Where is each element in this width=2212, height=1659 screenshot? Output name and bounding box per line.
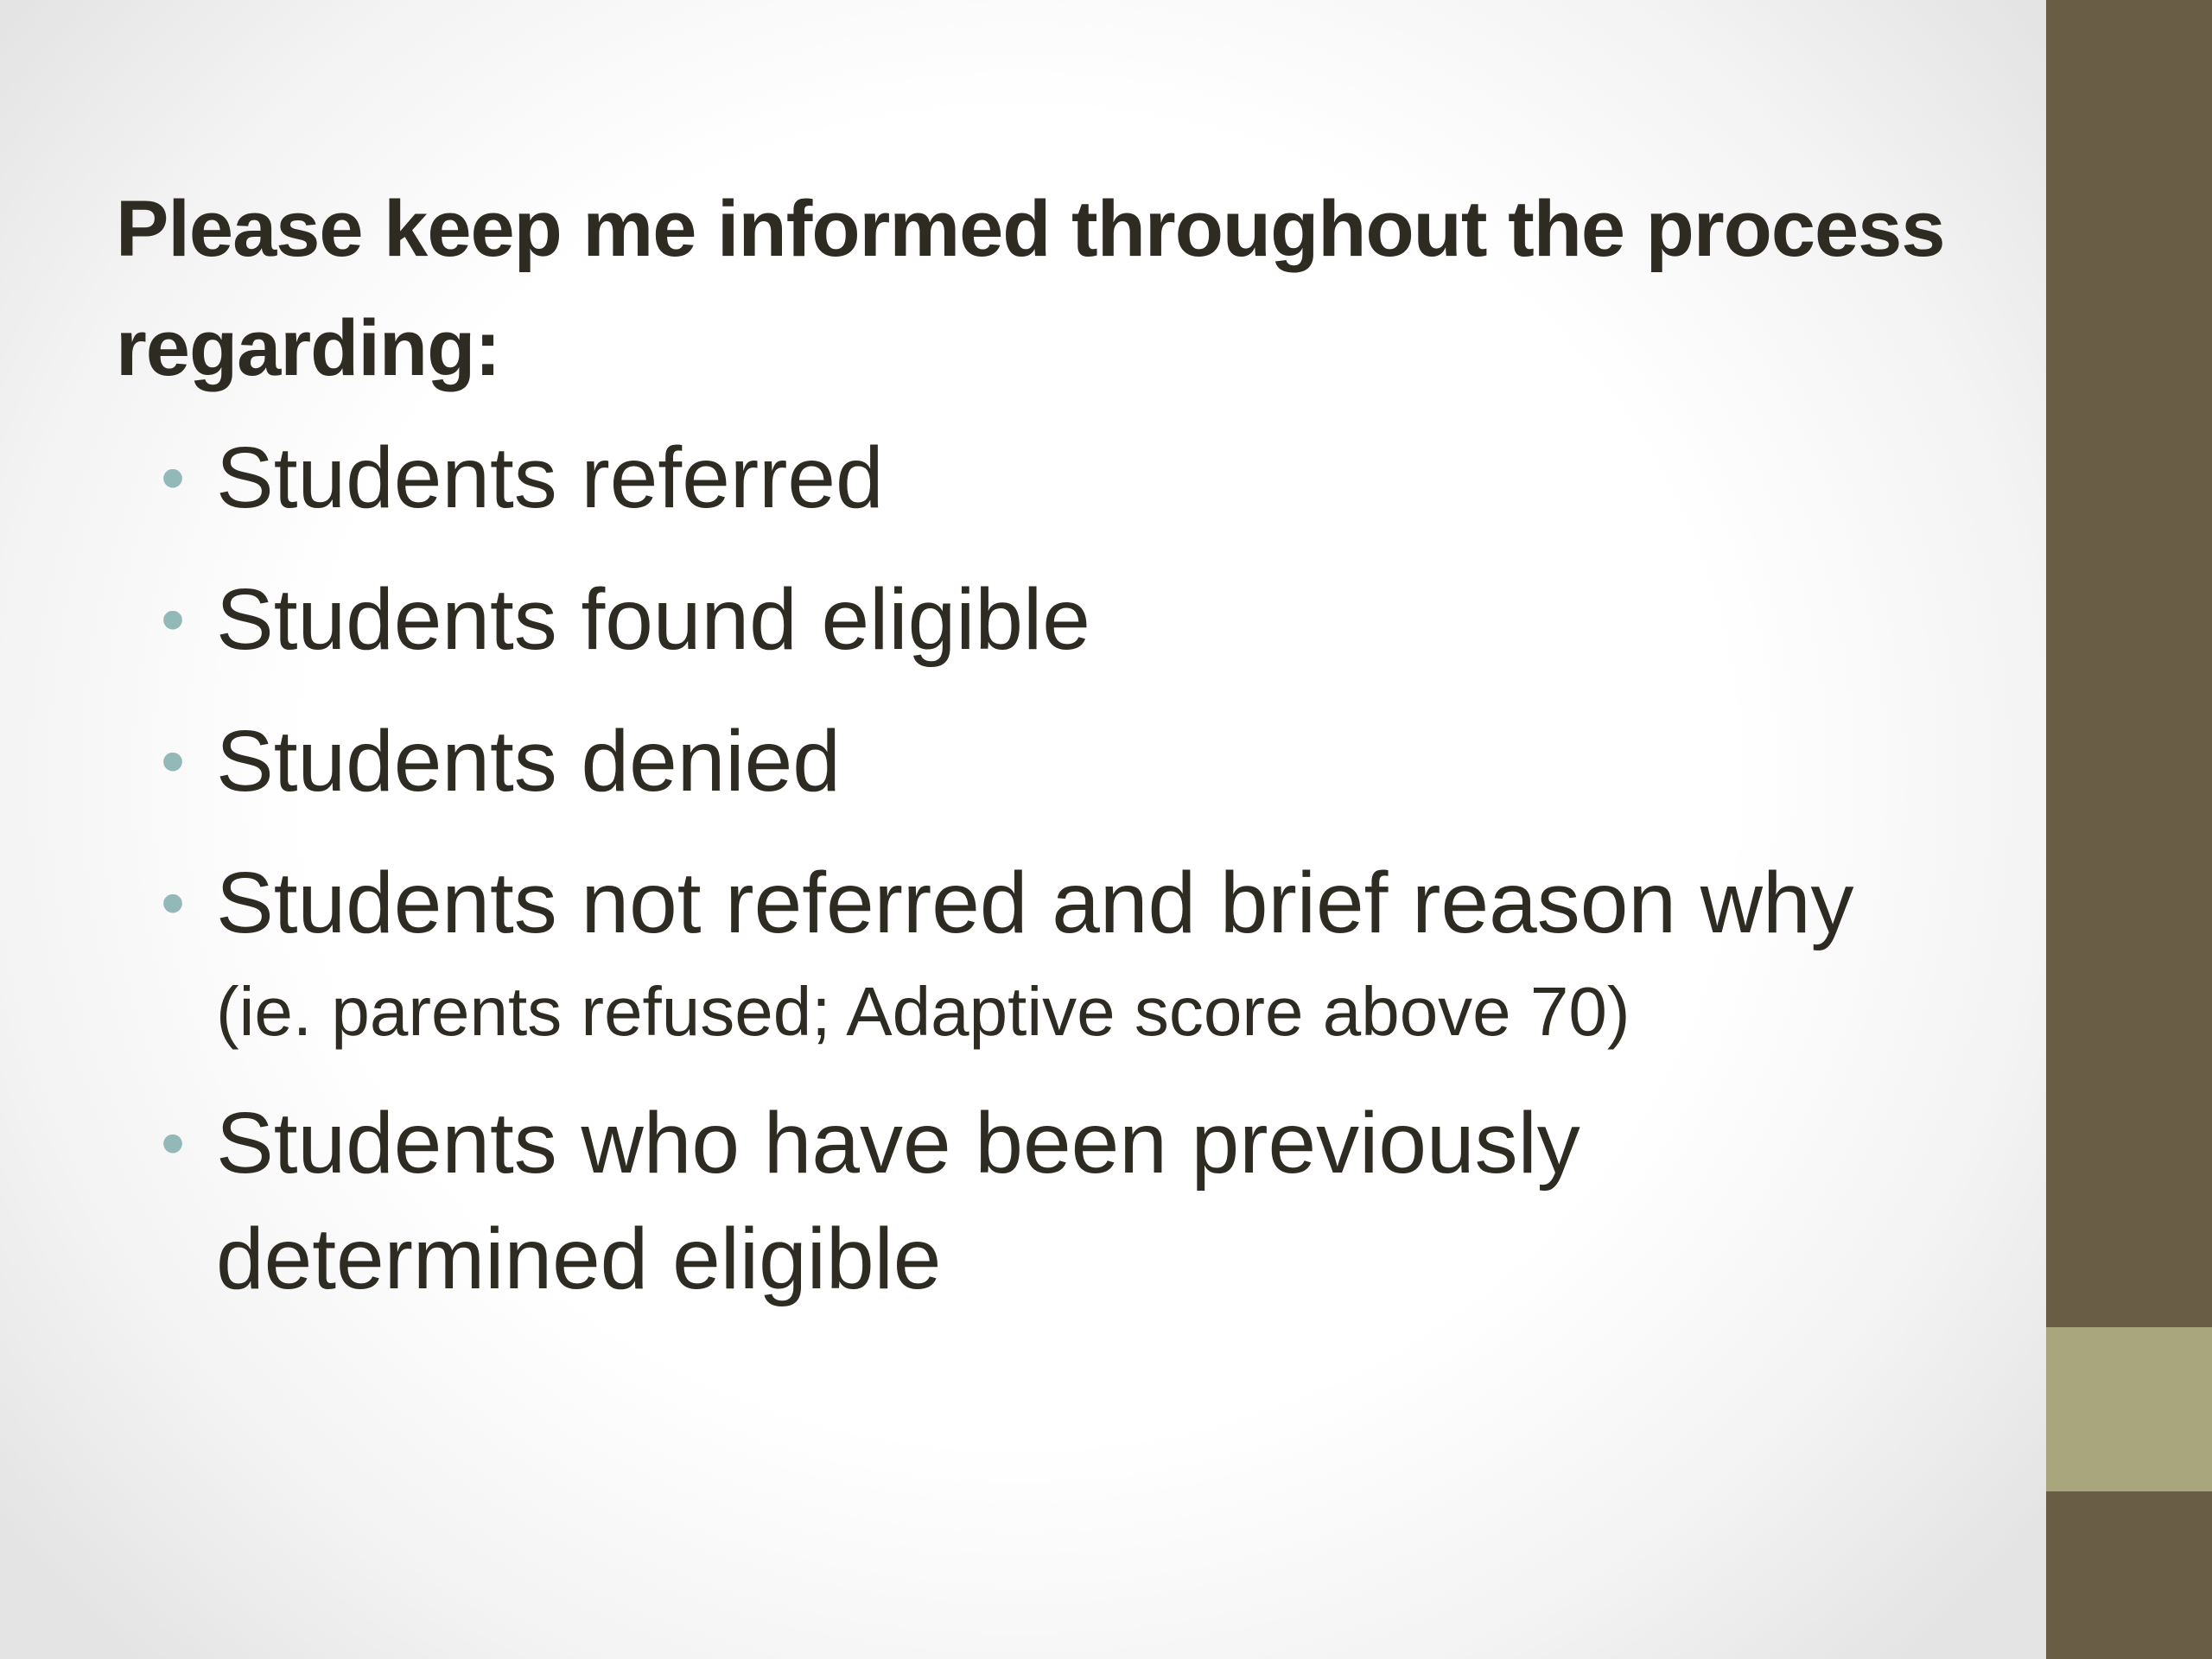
bullet-marker: •: [161, 581, 186, 658]
bullet-item: [161, 420, 2034, 536]
bullet-list: [116, 420, 2034, 1317]
bullet-text: Students not referred and brief reason why: [216, 855, 1854, 951]
bullet-note: (ie. parents refused; Adaptive score above 70): [216, 973, 1630, 1050]
bullet-marker: •: [161, 722, 186, 799]
bullet-marker: •: [161, 864, 186, 941]
bullet-item: [161, 1085, 2034, 1317]
bullet-marker: •: [161, 439, 186, 516]
bullet-text: Students denied: [216, 713, 841, 810]
bullet-text: Students referred: [216, 429, 884, 526]
bullet-item: [161, 845, 2034, 1059]
bullet-item: [161, 562, 2034, 677]
slide-content: [116, 169, 2034, 1343]
bullet-item: [161, 703, 2034, 819]
bullet-text: Students who have been previously determined eligible: [216, 1095, 1580, 1307]
sidebar-accent-stripe: [2046, 1327, 2212, 1491]
slide-heading: Please keep me informed throughout the process regarding:: [116, 185, 1945, 392]
bullet-text: Students found eligible: [216, 571, 1090, 668]
bullet-marker: •: [161, 1104, 186, 1181]
